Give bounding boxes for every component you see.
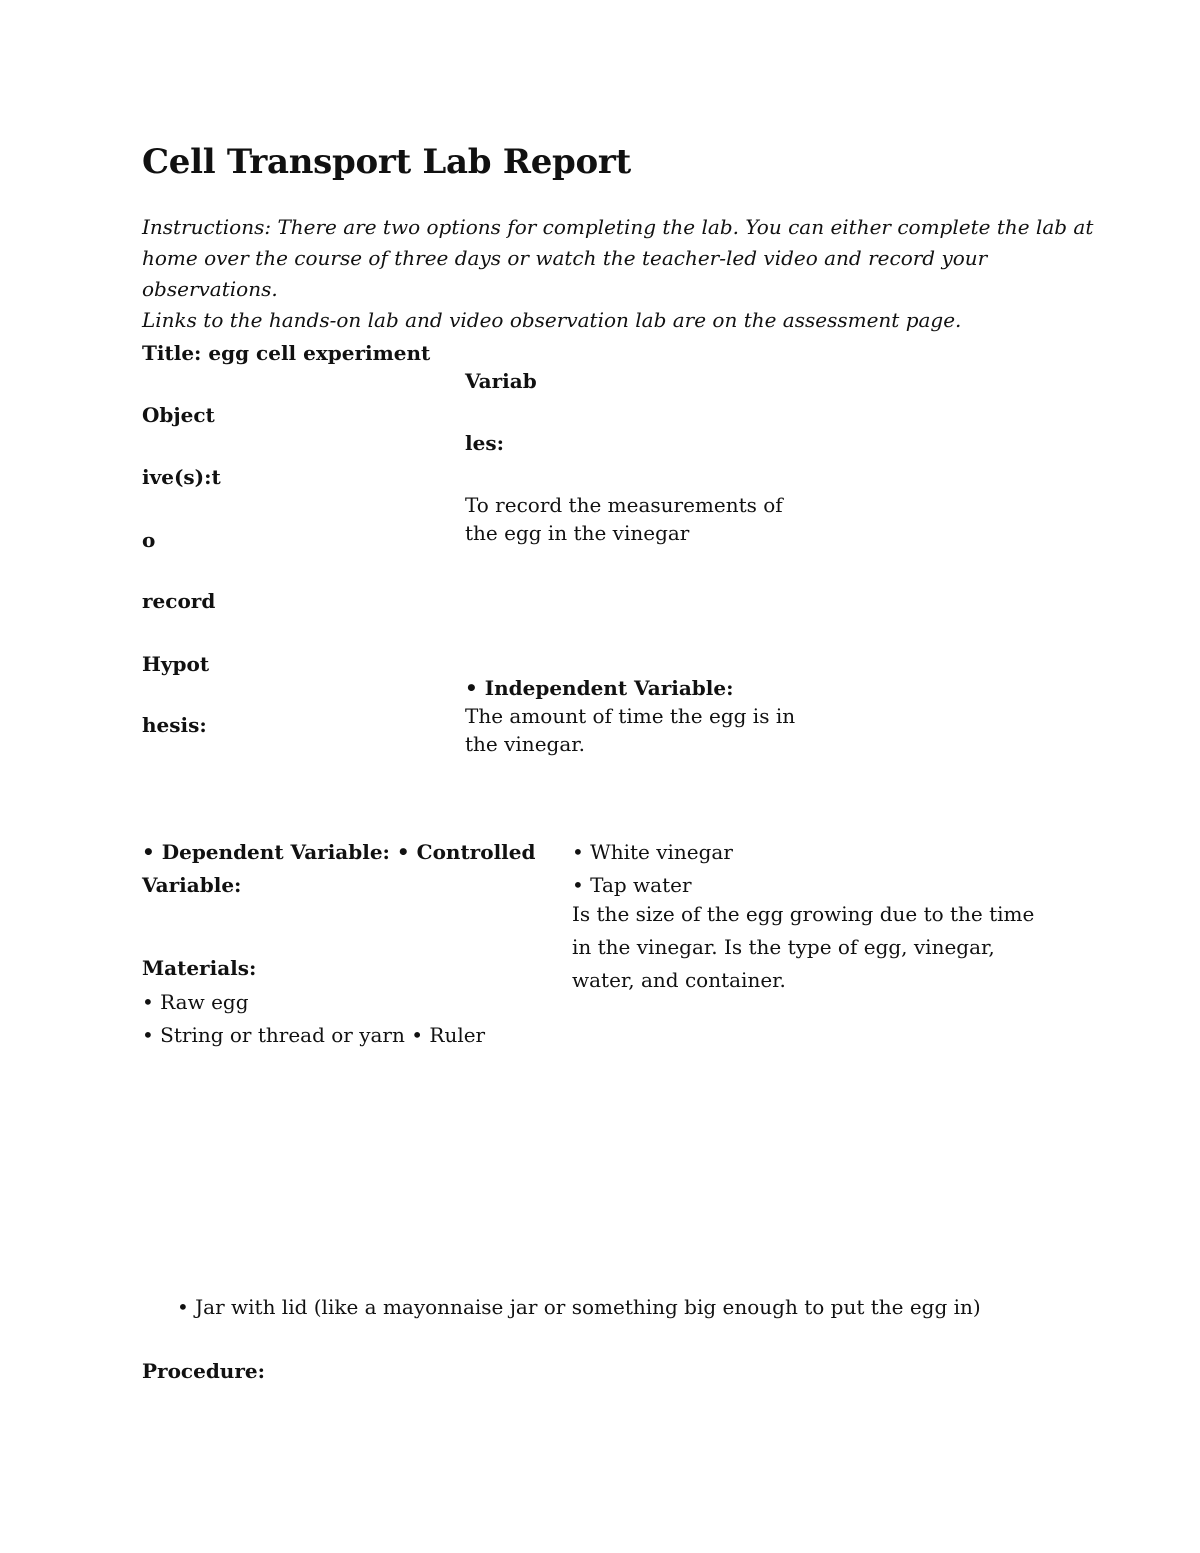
hypothesis-text bbox=[572, 898, 1034, 997]
objective-text bbox=[465, 491, 783, 547]
objective-text-line: the egg in the vinegar bbox=[465, 521, 690, 545]
title-line: Title: egg cell experiment bbox=[142, 341, 431, 365]
independent-text-line: The amount of time the egg is in bbox=[465, 704, 796, 728]
hypothesis-text-line: water, and container. bbox=[572, 968, 786, 992]
materials-list bbox=[142, 986, 485, 1052]
objective-fragment: record bbox=[142, 589, 216, 613]
materials-list-continued bbox=[572, 836, 733, 902]
materials-label: Materials: bbox=[142, 956, 257, 980]
objective-fragment: Object bbox=[142, 403, 215, 427]
objective-fragment: ive(s):t bbox=[142, 465, 221, 489]
list-item: • White vinegar bbox=[572, 840, 733, 864]
hypothesis-text-line: in the vinegar. Is the type of egg, vinegar, bbox=[572, 935, 995, 959]
variable-label: Variable: bbox=[142, 873, 242, 897]
variables-fragment: les: bbox=[465, 431, 504, 455]
list-item: • String or thread or yarn • Ruler bbox=[142, 1023, 486, 1047]
independent-variable-label: • Independent Variable: bbox=[465, 676, 734, 700]
dependent-controlled-label: • Dependent Variable: • Controlled bbox=[142, 840, 536, 864]
independent-text-line: the vinegar. bbox=[465, 732, 585, 756]
list-item: • Tap water bbox=[572, 873, 692, 897]
independent-variable-text bbox=[465, 702, 795, 758]
objective-text-line: To record the measurements of bbox=[465, 493, 783, 517]
instructions-line: Instructions: There are two options for completing the lab. You can either complete the lab at bbox=[142, 215, 1094, 239]
instructions-line: Links to the hands-on lab and video observation lab are on the assessment page. bbox=[142, 308, 962, 332]
variables-fragment: Variab bbox=[465, 369, 537, 393]
instructions-paragraph bbox=[142, 212, 1102, 336]
procedure-label: Procedure: bbox=[142, 1359, 265, 1383]
hypothesis-fragment: Hypot bbox=[142, 652, 210, 676]
list-item: • Raw egg bbox=[142, 990, 249, 1014]
instructions-line: home over the course of three days or watch the teacher-led video and record your observations. bbox=[142, 246, 988, 301]
page-title: Cell Transport Lab Report bbox=[142, 142, 631, 182]
list-item-jar: • Jar with lid (like a mayonnaise jar or something big enough to put the egg in) bbox=[177, 1295, 981, 1319]
hypothesis-fragment: hesis: bbox=[142, 713, 207, 737]
hypothesis-text-line: Is the size of the egg growing due to the time bbox=[572, 902, 1035, 926]
objective-fragment: o bbox=[142, 528, 156, 552]
